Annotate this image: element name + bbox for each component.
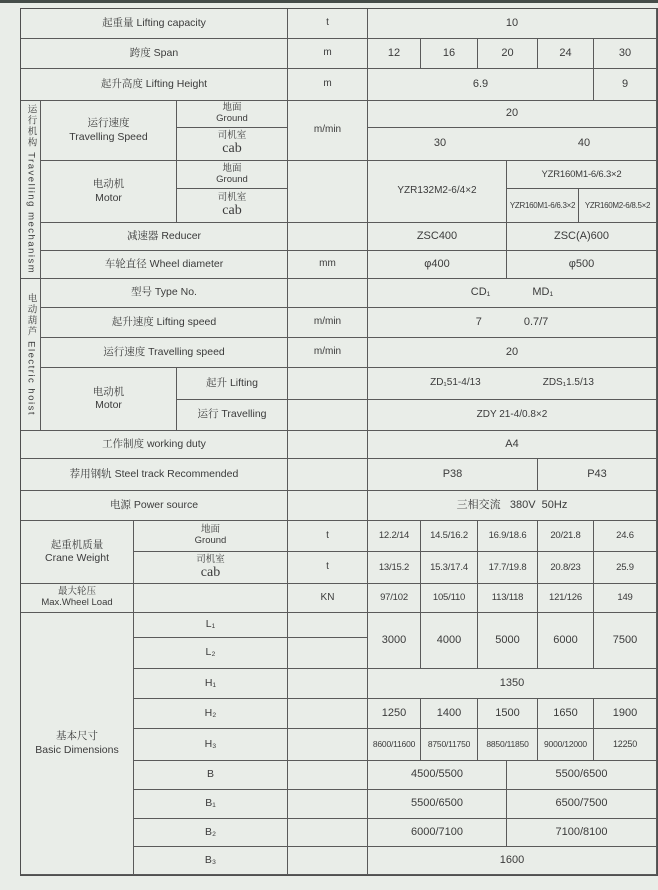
- tm-motor-label: [41, 161, 177, 223]
- dim-b-sublabel: B: [134, 761, 288, 790]
- span-value-30: 30: [594, 39, 657, 69]
- hoist-motor-travelling-value: ZDY 21-4/0.8×2: [368, 400, 657, 431]
- dim-l2-unit-empty: [288, 638, 368, 669]
- dim-l-value-4: 6000: [538, 613, 594, 669]
- crane-weight-cab-sublabel: [134, 552, 288, 584]
- crane-weight-ground-value-3: 16.9/18.6: [478, 521, 538, 552]
- crane-weight-cab-value-1: 13/15.2: [368, 552, 421, 584]
- hoist-motor-lifting-a: ZD₁51-4/13: [430, 377, 481, 389]
- max-wheel-load-value-4: 121/126: [538, 584, 594, 613]
- dim-b2-right-value: 7100/8100: [507, 819, 657, 847]
- crane-weight-cab-value-4: 20.8/23: [538, 552, 594, 584]
- motor-ground-sublabel: [177, 161, 288, 189]
- speed-ground-value: 20: [368, 101, 657, 128]
- span-value-12: 12: [368, 39, 421, 69]
- dim-b2-left-value: 6000/7100: [368, 819, 507, 847]
- dim-h1-value: 1350: [368, 669, 657, 699]
- basic-dimensions-label-en: Basic Dimensions: [35, 743, 119, 756]
- tm-motor-unit-empty: [288, 161, 368, 223]
- dim-b1-sublabel: B₁: [134, 790, 288, 819]
- reducer-unit-empty: [288, 223, 368, 251]
- max-wheel-load-unit: KN: [288, 584, 368, 613]
- lifting-height-unit: m: [288, 69, 368, 101]
- hoist-motor-travelling-sublabel: 运行 Travelling: [177, 400, 288, 431]
- working-duty-label: 工作制度 working duty: [21, 431, 288, 459]
- hoist-motor-label: [41, 368, 177, 431]
- dim-h3-unit-empty: [288, 729, 368, 761]
- dim-l1-unit-empty: [288, 613, 368, 638]
- hoist-motor-lifting-values: [368, 368, 657, 400]
- span-value-24: 24: [538, 39, 594, 69]
- lifting-capacity-label: 起重量 Lifting capacity: [21, 9, 288, 39]
- crane-weight-label: [21, 521, 134, 584]
- basic-dimensions-label-zh: 基本尺寸: [56, 730, 98, 743]
- speed-ground-zh: 地面: [222, 102, 242, 114]
- max-wheel-load-value-2: 105/110: [421, 584, 478, 613]
- tm-motor-right-bottom-right-value: YZR160M2-6/8.5×2: [579, 189, 657, 223]
- hoist-motor-label-zh: 电动机: [92, 385, 125, 398]
- lifting-height-main: 6.9: [368, 69, 594, 101]
- lifting-capacity-value: 10: [368, 9, 657, 39]
- dim-l-value-1: 3000: [368, 613, 421, 669]
- tm-motor-label-zh: 电动机: [92, 178, 125, 191]
- dim-h3-value-5: 12250: [594, 729, 657, 761]
- dim-h2-value-3: 1500: [478, 699, 538, 729]
- hoist-motor-lifting-unit-empty: [288, 368, 368, 400]
- speed-ground-sublabel: [177, 101, 288, 128]
- dim-h2-unit-empty: [288, 699, 368, 729]
- travelling-speed-label-en: Travelling Speed: [69, 130, 148, 143]
- dim-h2-sublabel: H₂: [134, 699, 288, 729]
- power-source-value: 三相交流 380V 50Hz: [368, 491, 657, 521]
- max-wheel-load-label: [21, 584, 134, 613]
- wheel-diameter-unit: mm: [288, 251, 368, 279]
- dim-l-value-2: 4000: [421, 613, 478, 669]
- span-value-16: 16: [421, 39, 478, 69]
- dim-h3-value-2: 8750/11750: [421, 729, 478, 761]
- power-source-label: 电源 Power source: [21, 491, 288, 521]
- section-electric-hoist: 电动葫芦 Electric hoist: [21, 279, 41, 431]
- dim-h2-value-1: 1250: [368, 699, 421, 729]
- wheel-diameter-right-value: φ500: [507, 251, 657, 279]
- span-value-20: 20: [478, 39, 538, 69]
- dim-h2-value-5: 1900: [594, 699, 657, 729]
- crane-weight-label-en: Crane Weight: [44, 552, 109, 564]
- type-no-label: 型号 Type No.: [41, 279, 288, 308]
- reducer-left-value: ZSC400: [368, 223, 507, 251]
- steel-track-unit-empty: [288, 459, 368, 491]
- speed-cab-values: [368, 128, 657, 161]
- dim-b1-left-value: 5500/6500: [368, 790, 507, 819]
- type-no-value-a: CD₁: [470, 286, 491, 299]
- speed-ground-en: Ground: [216, 113, 248, 124]
- speed-cab-value-right: 40: [577, 137, 591, 150]
- hoist-travelling-speed-label: 运行速度 Travelling speed: [41, 338, 288, 368]
- motor-cab-sublabel: [177, 189, 288, 223]
- hoist-travelling-speed-value: 20: [368, 338, 657, 368]
- dim-h3-value-3: 8850/11850: [478, 729, 538, 761]
- crane-weight-ground-zh: 地面: [200, 524, 220, 536]
- speed-cab-value-left: 30: [433, 137, 447, 150]
- hoist-motor-label-en: Motor: [95, 399, 122, 411]
- reducer-label: 减速器 Reducer: [41, 223, 288, 251]
- crane-weight-ground-sublabel: [134, 521, 288, 552]
- span-unit: m: [288, 39, 368, 69]
- type-no-unit-empty: [288, 279, 368, 308]
- dim-b2-sublabel: B₂: [134, 819, 288, 847]
- crane-weight-ground-value-4: 20/21.8: [538, 521, 594, 552]
- travelling-speed-label: [41, 101, 177, 161]
- crane-weight-cab-zh: 司机室: [196, 553, 225, 565]
- dim-h3-sublabel: H₃: [134, 729, 288, 761]
- basic-dimensions-label: [21, 613, 134, 875]
- type-no-values: [368, 279, 657, 308]
- crane-weight-ground-en: Ground: [194, 535, 227, 546]
- wheel-diameter-left-value: φ400: [368, 251, 507, 279]
- crane-weight-cab-unit: t: [288, 552, 368, 584]
- working-duty-value: A4: [368, 431, 657, 459]
- dim-l-value-5: 7500: [594, 613, 657, 669]
- hoist-motor-lifting-b: ZDS₁1.5/13: [542, 377, 594, 389]
- dim-h3-value-4: 9000/12000: [538, 729, 594, 761]
- crane-weight-cab-en: cab: [200, 564, 221, 580]
- speed-cab-sublabel: [177, 128, 288, 161]
- dim-l1-sublabel: L₁: [134, 613, 288, 638]
- dim-b1-unit-empty: [288, 790, 368, 819]
- hoist-lifting-speed-a: 7: [475, 315, 482, 328]
- dim-l2-sublabel: L₂: [134, 638, 288, 669]
- hoist-motor-lifting-sublabel: 起升 Lifting: [177, 368, 288, 400]
- max-wheel-load-label-zh: 最大轮压: [57, 586, 96, 598]
- dim-l-value-3: 5000: [478, 613, 538, 669]
- max-wheel-load-label-en: Max.Wheel Load: [41, 597, 113, 608]
- crane-weight-cab-value-5: 25.9: [594, 552, 657, 584]
- hoist-lifting-speed-values: [368, 308, 657, 338]
- dim-b-left-value: 4500/5500: [368, 761, 507, 790]
- lifting-capacity-unit: t: [288, 9, 368, 39]
- dim-b1-right-value: 6500/7500: [507, 790, 657, 819]
- reducer-right-value: ZSC(A)600: [507, 223, 657, 251]
- crane-weight-label-zh: 起重机质量: [50, 538, 104, 551]
- dim-h3-value-1: 8600/11600: [368, 729, 421, 761]
- dim-b-right-value: 5500/6500: [507, 761, 657, 790]
- crane-weight-ground-unit: t: [288, 521, 368, 552]
- lifting-height-label: 起升高度 Lifting Height: [21, 69, 288, 101]
- power-source-unit-empty: [288, 491, 368, 521]
- travelling-speed-unit: m/min: [288, 101, 368, 161]
- max-wheel-load-value-1: 97/102: [368, 584, 421, 613]
- steel-track-label: 荐用钢轨 Steel track Recommended: [21, 459, 288, 491]
- hoist-travelling-speed-unit: m/min: [288, 338, 368, 368]
- steel-track-left-value: P38: [368, 459, 538, 491]
- tm-motor-right-bottom-left-value: YZR160M1-6/6.3×2: [507, 189, 579, 223]
- motor-cab-en: cab: [222, 202, 242, 218]
- motor-ground-en: Ground: [216, 173, 248, 185]
- crane-weight-cab-value-3: 17.7/19.8: [478, 552, 538, 584]
- tm-motor-right-top-value: YZR160M1-6/6.3×2: [507, 161, 657, 189]
- speed-cab-en: cab: [222, 141, 242, 157]
- crane-spec-table: [20, 8, 658, 876]
- scan-edge-line: [0, 0, 658, 3]
- max-wheel-load-value-5: 149: [594, 584, 657, 613]
- steel-track-right-value: P43: [538, 459, 657, 491]
- dim-b3-unit-empty: [288, 847, 368, 875]
- crane-weight-ground-value-5: 24.6: [594, 521, 657, 552]
- section-travelling-mechanism: 运行机构 Travelling mechanism: [21, 101, 41, 279]
- crane-weight-ground-value-2: 14.5/16.2: [421, 521, 478, 552]
- wheel-diameter-label: 车轮直径 Wheel diameter: [41, 251, 288, 279]
- dim-b-unit-empty: [288, 761, 368, 790]
- max-wheel-load-sub-empty: [134, 584, 288, 613]
- motor-ground-zh: 地面: [222, 162, 242, 174]
- crane-weight-ground-value-1: 12.2/14: [368, 521, 421, 552]
- hoist-lifting-speed-b: 0.7/7: [523, 315, 549, 328]
- hoist-lifting-speed-unit: m/min: [288, 308, 368, 338]
- speed-cab-zh: 司机室: [217, 130, 247, 142]
- travelling-speed-label-zh: 运行速度: [87, 117, 130, 130]
- dim-b3-value: 1600: [368, 847, 657, 875]
- hoist-lifting-speed-label: 起升速度 Lifting speed: [41, 308, 288, 338]
- span-label: 跨度 Span: [21, 39, 288, 69]
- crane-weight-cab-value-2: 15.3/17.4: [421, 552, 478, 584]
- motor-cab-zh: 司机室: [217, 191, 247, 203]
- tm-motor-left-value: YZR132M2-6/4×2: [368, 161, 507, 223]
- tm-motor-label-en: Motor: [95, 191, 122, 204]
- hoist-motor-travelling-unit-empty: [288, 400, 368, 431]
- lifting-height-last: 9: [594, 69, 657, 101]
- dim-h2-value-4: 1650: [538, 699, 594, 729]
- max-wheel-load-value-3: 113/118: [478, 584, 538, 613]
- dim-h1-sublabel: H₁: [134, 669, 288, 699]
- dim-h1-unit-empty: [288, 669, 368, 699]
- dim-b3-sublabel: B₃: [134, 847, 288, 875]
- dim-h2-value-2: 1400: [421, 699, 478, 729]
- working-duty-unit-empty: [288, 431, 368, 459]
- dim-b2-unit-empty: [288, 819, 368, 847]
- type-no-value-b: MD₁: [532, 286, 554, 299]
